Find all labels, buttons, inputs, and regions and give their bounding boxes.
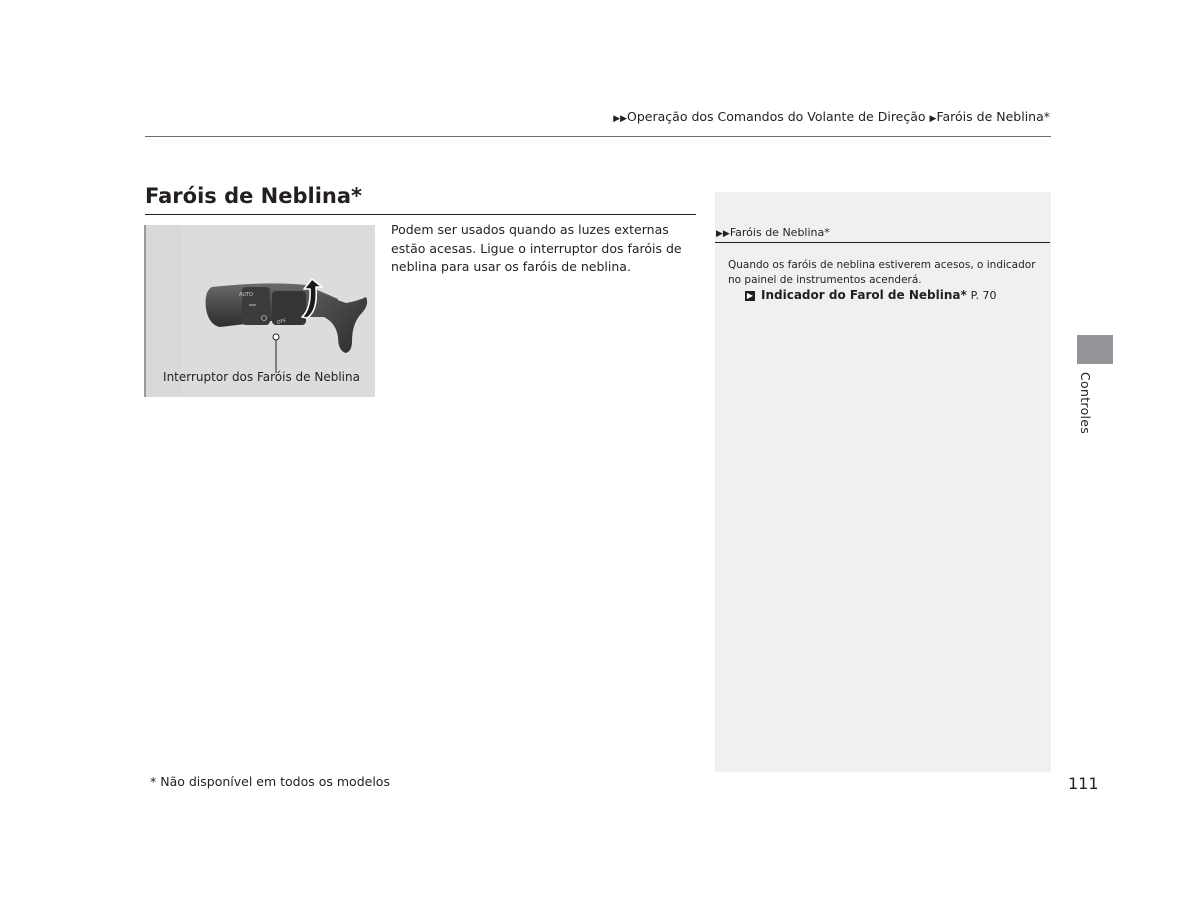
breadcrumb-current-fog-lights: Faróis de Neblina* bbox=[936, 109, 1050, 124]
fog-light-switch-figure bbox=[144, 225, 375, 397]
figure-caption: Interruptor dos Faróis de Neblina bbox=[163, 370, 360, 384]
reference-arrow-icon: ▶ bbox=[746, 290, 754, 300]
sidebar-arrow-icon: ▶▶ bbox=[716, 229, 730, 239]
off-marking: OFF bbox=[276, 318, 287, 326]
page-number: 111 bbox=[1068, 774, 1099, 793]
chapter-tab-label[interactable]: Controles bbox=[1078, 372, 1093, 435]
header-divider bbox=[145, 136, 1051, 137]
section-title: Faróis de Neblina* bbox=[145, 184, 363, 208]
breadcrumb-link-steering-controls[interactable]: Operação dos Comandos do Volante de Direção bbox=[627, 109, 926, 124]
title-divider bbox=[145, 214, 696, 215]
auto-marking: AUTO bbox=[239, 292, 254, 298]
sidebar-note: Quando os faróis de neblina estiverem acesos, o indicador no painel de instrumentos acenderá. bbox=[728, 259, 1036, 286]
footnote: * Não disponível em todos os modelos bbox=[150, 774, 390, 789]
sidebar-divider bbox=[715, 242, 1050, 243]
reference-label: Indicador do Farol de Neblina* bbox=[761, 288, 967, 302]
section-body-text: Podem ser usados quando as luzes externas estão acesas. Ligue o interruptor dos faróis de neblina para usar os faróis de neblina. bbox=[391, 222, 682, 274]
reference-page: P. 70 bbox=[970, 289, 997, 302]
breadcrumb bbox=[613, 109, 1050, 124]
related-info-sidebar bbox=[715, 192, 1051, 772]
sidebar-heading bbox=[716, 226, 830, 239]
breadcrumb-arrow-icon: ▶ bbox=[929, 114, 937, 124]
sidebar-heading-text: Faróis de Neblina* bbox=[729, 226, 830, 239]
chapter-tab-marker bbox=[1077, 335, 1113, 364]
breadcrumb-double-arrow-icon: ▶▶ bbox=[613, 114, 628, 124]
cross-reference-link[interactable] bbox=[745, 288, 996, 302]
